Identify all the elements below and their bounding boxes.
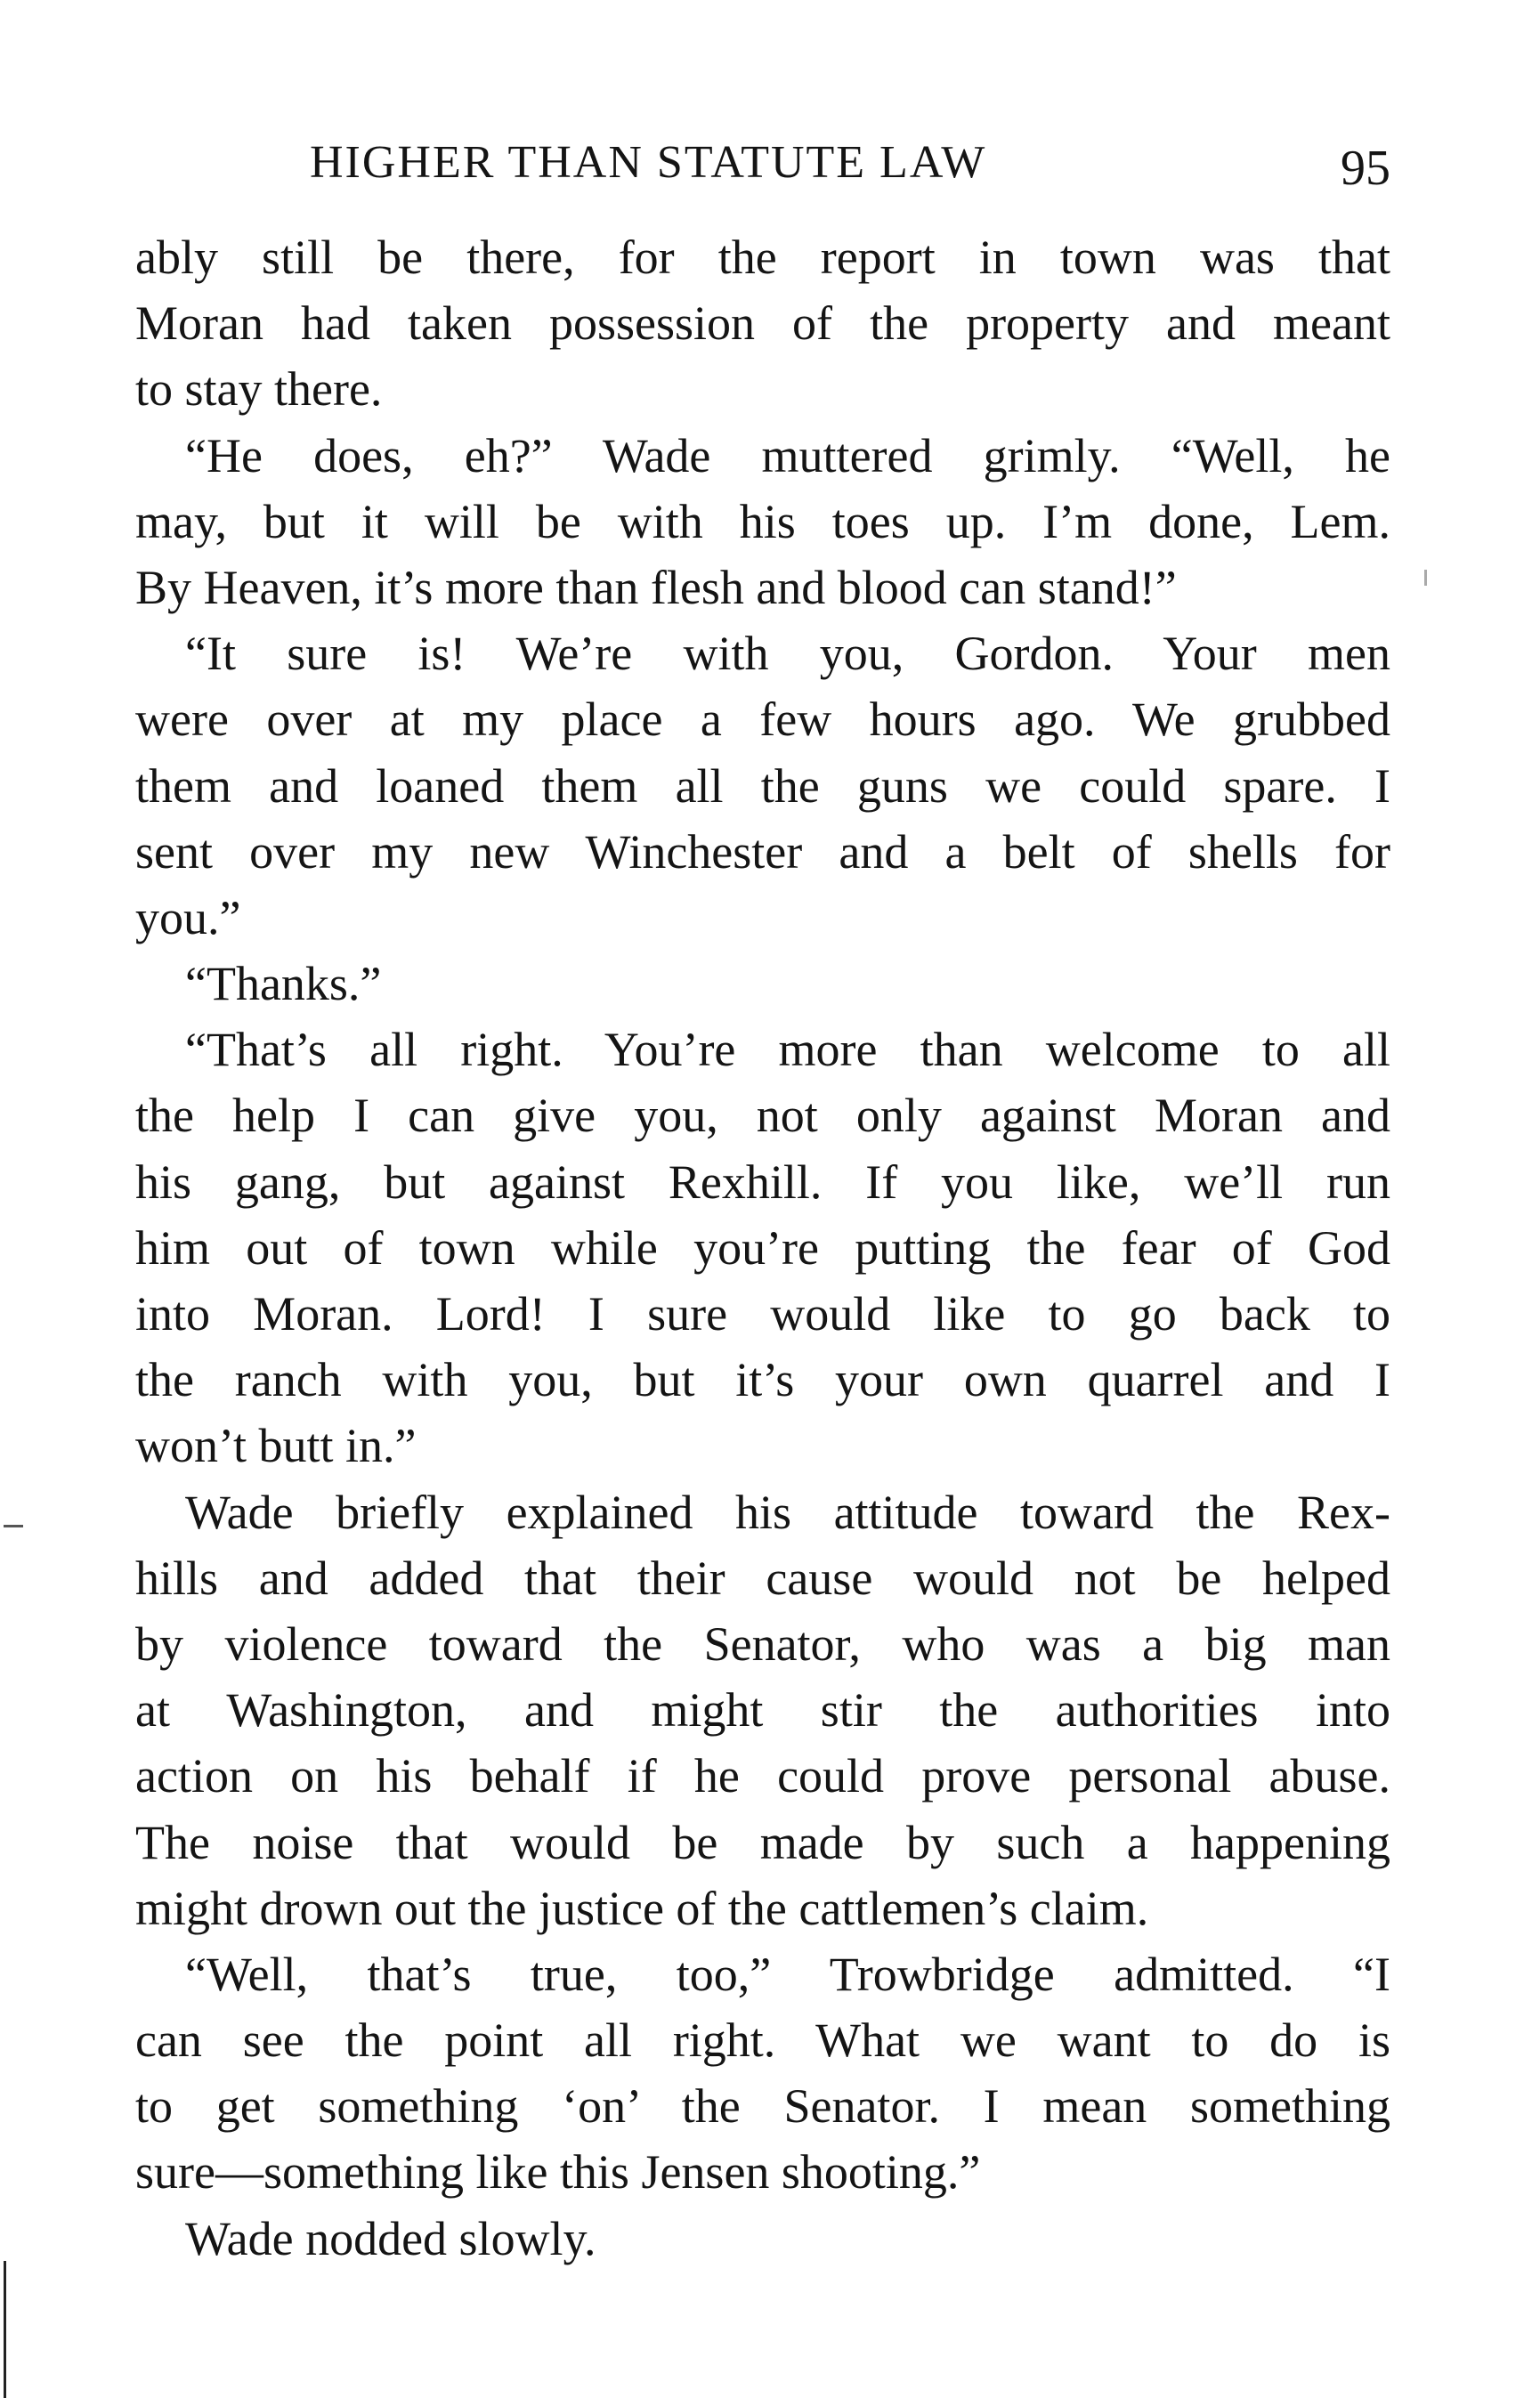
text-line: to stay there.	[135, 362, 383, 417]
scan-speck	[1424, 570, 1427, 586]
text-line: action on his behalf if he could prove personal abuse.	[135, 1749, 1390, 1803]
page-number: 95	[1341, 141, 1390, 196]
text-line: you.”	[135, 890, 241, 944]
text-line: to get something ‘on’ the Senator. I mean something	[135, 2079, 1390, 2134]
margin-dash-mark	[4, 1525, 23, 1527]
text-line: Moran had taken possession of the property and meant	[135, 296, 1390, 351]
text-line: can see the point all right. What we want to do is	[135, 2013, 1390, 2068]
text-line: his gang, but against Rexhill. If you like, we’ll run	[135, 1154, 1390, 1209]
text-line: hills and added that their cause would not be helped	[135, 1551, 1390, 1605]
page-header	[135, 132, 1390, 194]
text-line: “Thanks.”	[185, 957, 382, 1011]
text-line: might drown out the justice of the cattlemen’s claim.	[135, 1881, 1149, 1935]
text-line: “It sure is! We’re with you, Gordon. Your men	[185, 627, 1390, 681]
text-line: The noise that would be made by such a happening	[135, 1815, 1390, 1869]
text-line: sent over my new Winchester and a belt of shells for	[135, 824, 1390, 879]
text-line: Wade nodded slowly.	[185, 2211, 596, 2265]
text-line: sure—something like this Jensen shooting.”	[135, 2145, 981, 2200]
text-line: him out of town while you’re putting the fear of God	[135, 1220, 1390, 1275]
text-line: into Moran. Lord! I sure would like to go back to	[135, 1287, 1390, 1341]
text-line: the ranch with you, but it’s your own quarrel and I	[135, 1353, 1390, 1407]
text-line: may, but it will be with his toes up. I’m done, Lem.	[135, 494, 1390, 548]
text-line: the help I can give you, not only against Moran and	[135, 1089, 1390, 1143]
text-line: “Well, that’s true, too,” Trowbridge admitted. “I	[185, 1947, 1390, 2001]
text-line: at Washington, and might stir the authorities into	[135, 1683, 1390, 1738]
text-line: them and loaned them all the guns we could spare. I	[135, 758, 1390, 813]
text-line: By Heaven, it’s more than flesh and blood can stand!”	[135, 560, 1177, 614]
body-text	[135, 224, 1390, 2272]
text-line: by violence toward the Senator, who was a big man	[135, 1616, 1390, 1671]
text-line: Wade briefly explained his attitude toward the Rex-	[185, 1485, 1390, 1539]
text-line: won’t butt in.”	[135, 1419, 417, 1473]
running-head: HIGHER THAN STATUTE LAW	[310, 137, 987, 188]
gutter-edge-rule	[4, 2261, 6, 2398]
text-line: “That’s all right. You’re more than welcome to all	[185, 1023, 1390, 1077]
text-line: “He does, eh?” Wade muttered grimly. “Well, he	[185, 428, 1390, 482]
text-line: ably still be there, for the report in town was that	[135, 231, 1390, 284]
text-line: were over at my place a few hours ago. We grubbed	[135, 693, 1390, 747]
